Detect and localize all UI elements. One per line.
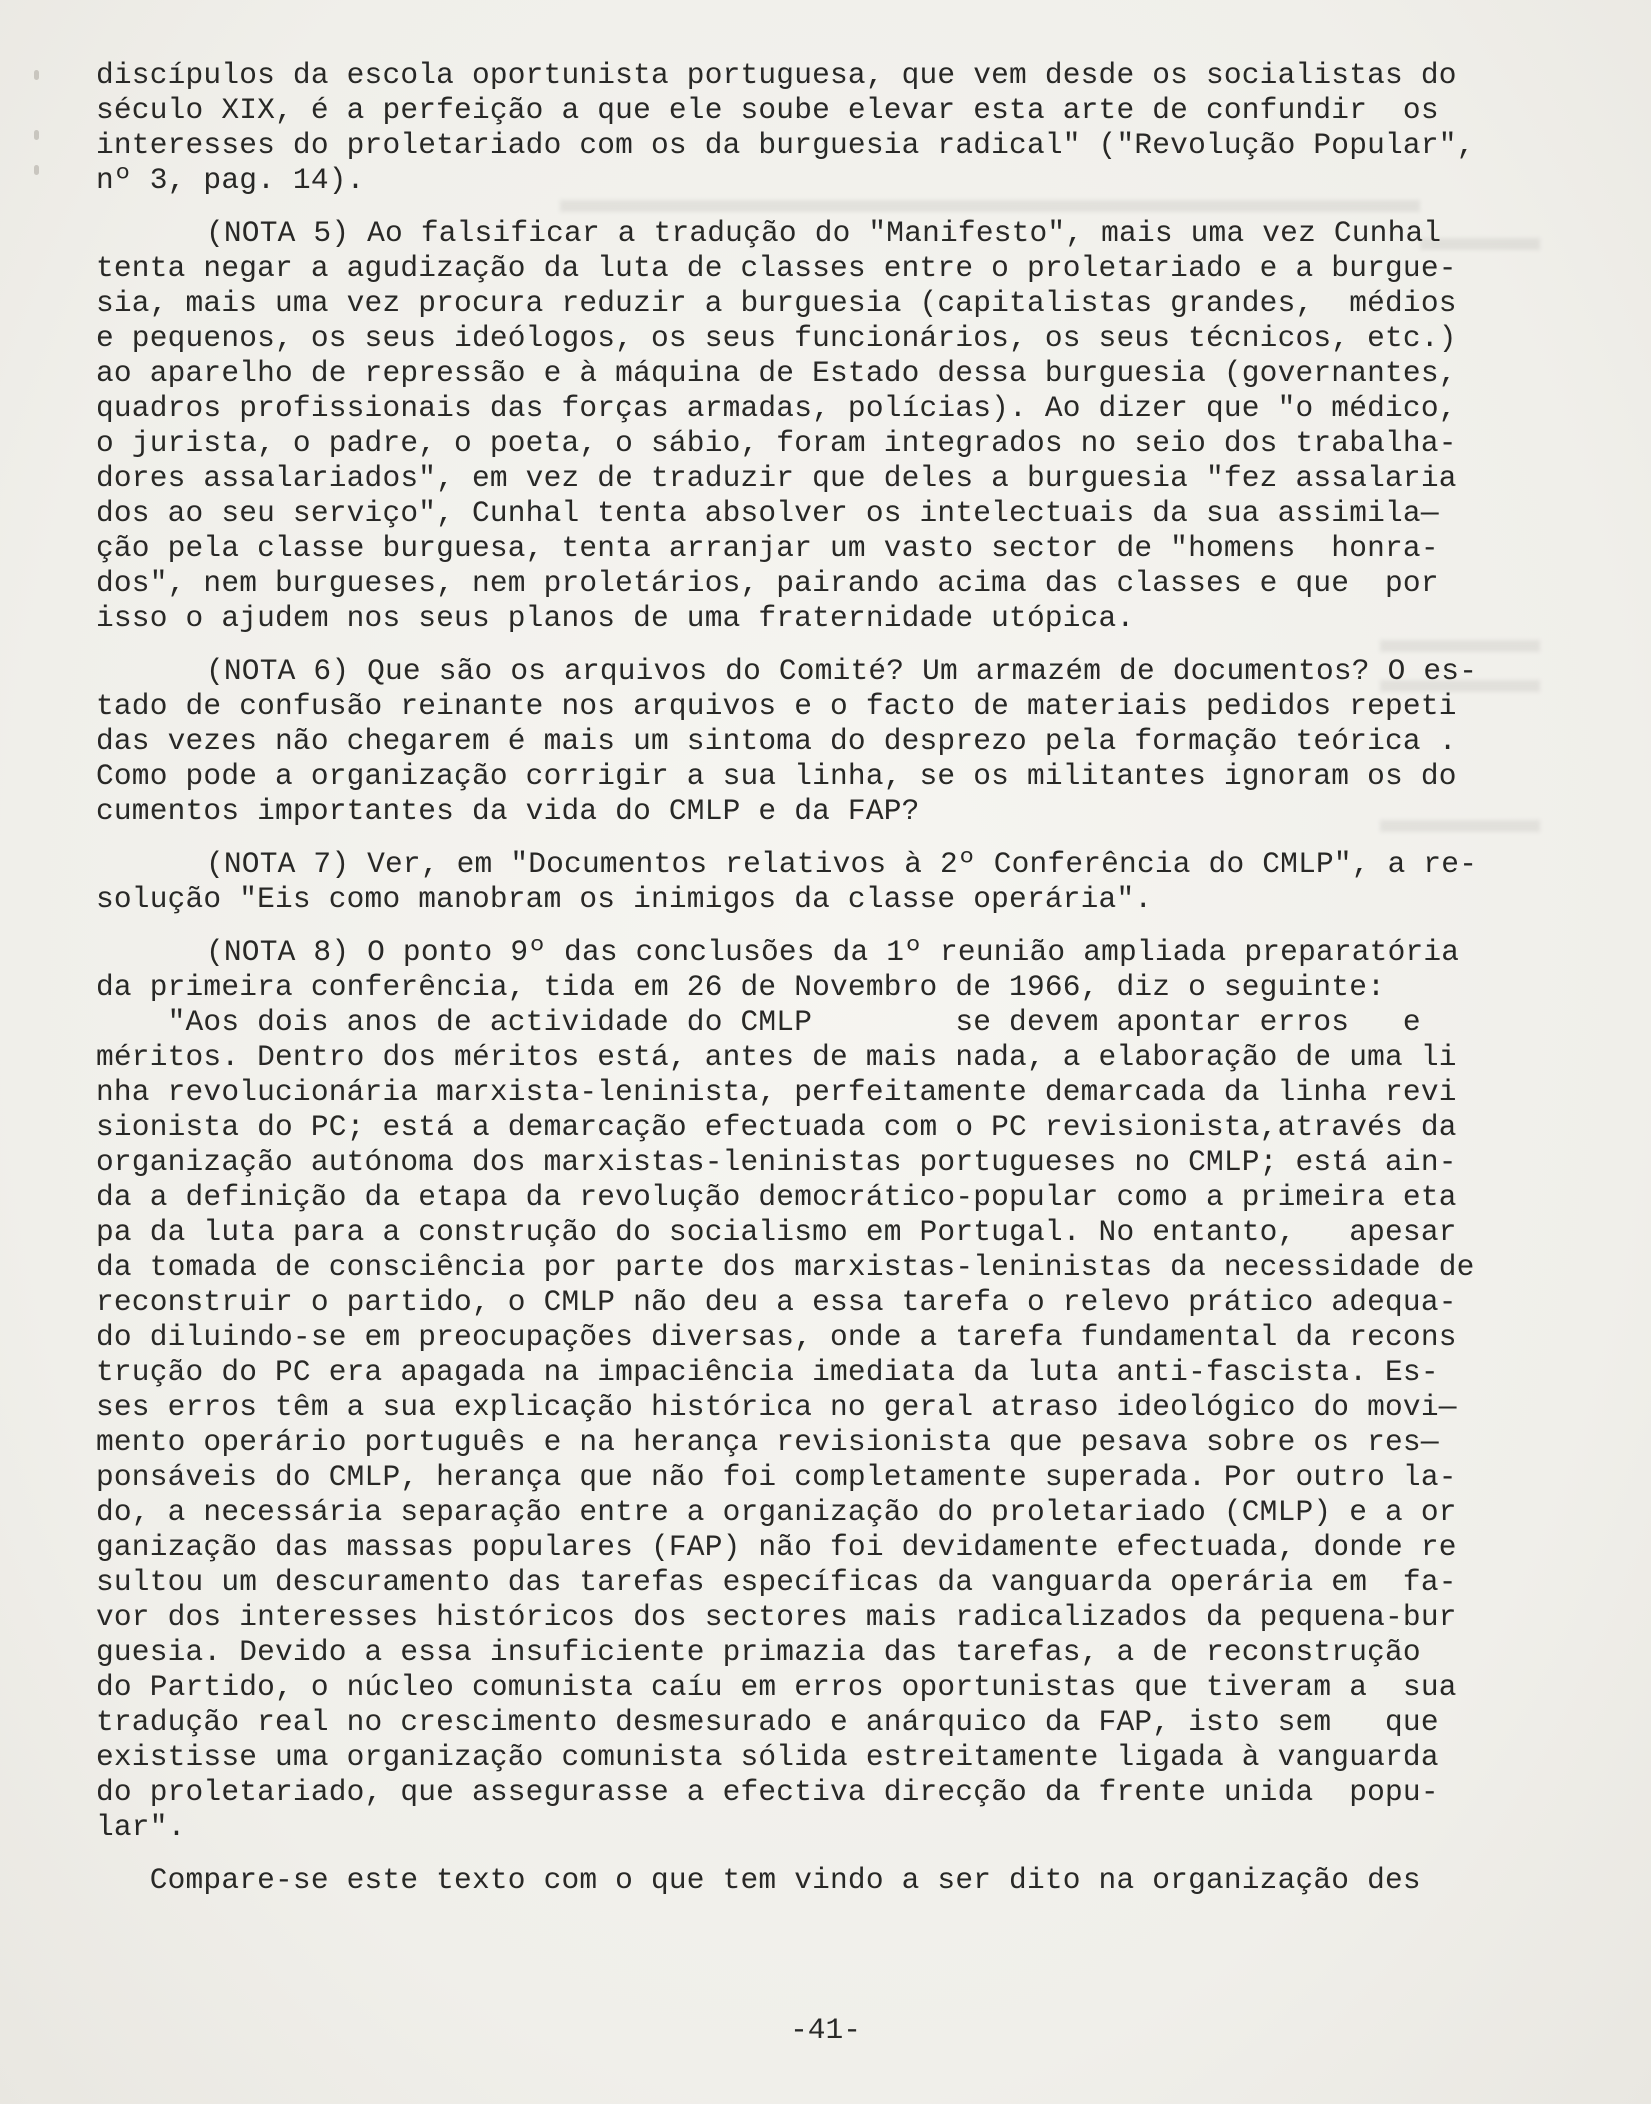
text-line: da primeira conferência, tida em 26 de Novembro de 1966, diz o seguinte: [96, 970, 1386, 1004]
paragraph-spacer [96, 636, 1616, 654]
note-8-paragraph [96, 935, 1616, 1005]
text-line: reconstruir o partido, o CMLP não deu a essa tarefa o relevo prático adequa- [96, 1285, 1457, 1319]
text-line: solução "Eis como manobram os inimigos da classe operária". [96, 882, 1153, 916]
text-line: ao aparelho de repressão e à máquina de Estado dessa burguesia (governantes, [96, 356, 1457, 390]
text-line: discípulos da escola oportunista portuguesa, que vem desde os socialistas do [96, 58, 1457, 92]
text-line: sionista do PC; está a demarcação efectuada com o PC revisionista,através da [96, 1110, 1457, 1144]
page-number: -41- [790, 2013, 861, 2047]
text-line: sultou um descuramento das tarefas específicas da vanguarda operária em fa- [96, 1565, 1457, 1599]
text-line: trução do PC era apagada na impaciência imediata da luta anti-fascista. Es- [96, 1355, 1439, 1389]
text-line: nha revolucionária marxista-leninista, perfeitamente demarcada da linha revi [96, 1075, 1457, 1109]
text-line: (NOTA 6) Que são os arquivos do Comité? Um armazém de documentos? O es- [206, 654, 1478, 688]
text-line: cumentos importantes da vida do CMLP e da FAP? [96, 794, 920, 828]
text-line: ção pela classe burguesa, tenta arranjar um vasto sector de "homens honra- [96, 531, 1439, 565]
text-line: ses erros têm a sua explicação histórica no geral atraso ideológico do movi— [96, 1390, 1457, 1424]
text-line: tradução real no crescimento desmesurado e anárquico da FAP, isto sem que [96, 1705, 1439, 1739]
text-line: dores assalariados", em vez de traduzir que deles a burguesia "fez assalaria [96, 461, 1457, 495]
text-line: tado de confusão reinante nos arquivos e o facto de materiais pedidos repeti [96, 689, 1457, 723]
text-line: interesses do proletariado com os da burguesia radical" ("Revolução Popular", [96, 128, 1475, 162]
paragraph-spacer [96, 917, 1616, 935]
text-line: e pequenos, os seus ideólogos, os seus funcionários, os seus técnicos, etc.) [96, 321, 1457, 355]
text-line: vor dos interesses históricos dos sectores mais radicalizados da pequena-bur [96, 1600, 1457, 1634]
text-line: dos", nem burgueses, nem proletários, pairando acima das classes e que por [96, 566, 1439, 600]
note-6-paragraph [96, 654, 1616, 829]
text-line: pa da luta para a construção do socialismo em Portugal. No entanto, apesar [96, 1215, 1457, 1249]
punch-mark [34, 165, 39, 175]
text-line: da tomada de consciência por parte dos marxistas-leninistas da necessidade de [96, 1250, 1475, 1284]
text-line: Compare-se este texto com o que tem vindo a ser dito na organização des [96, 1863, 1421, 1897]
text-line: (NOTA 7) Ver, em "Documentos relativos à 2º Conferência do CMLP", a re- [206, 847, 1478, 881]
text-line: quadros profissionais das forças armadas, polícias). Ao dizer que "o médico, [96, 391, 1457, 425]
paragraph-spacer [96, 198, 1616, 216]
note-5-paragraph [96, 216, 1616, 636]
text-line: existisse uma organização comunista sólida estreitamente ligada à vanguarda [96, 1740, 1439, 1774]
text-line: ponsáveis do CMLP, herança que não foi completamente superada. Por outro la- [96, 1460, 1457, 1494]
paragraph-spacer [96, 1845, 1616, 1863]
quoted-conclusion [96, 1005, 1616, 1845]
text-line: dos ao seu serviço", Cunhal tenta absolver os intelectuais da sua assimila— [96, 496, 1439, 530]
text-line: Como pode a organização corrigir a sua linha, se os militantes ignoram os do [96, 759, 1457, 793]
text-line: lar". [96, 1810, 186, 1844]
text-line: organização autónoma dos marxistas-leninistas portugueses no CMLP; está ain- [96, 1145, 1457, 1179]
typed-text-body [96, 58, 1616, 1898]
text-line: méritos. Dentro dos méritos está, antes de mais nada, a elaboração de uma li [96, 1040, 1457, 1074]
text-line: do diluindo-se em preocupações diversas, onde a tarefa fundamental da recons [96, 1320, 1457, 1354]
text-line: guesia. Devido a essa insuficiente primazia das tarefas, a de reconstrução [96, 1635, 1421, 1669]
paragraph-continuation [96, 58, 1616, 198]
text-line: (NOTA 8) O ponto 9º das conclusões da 1º reunião ampliada preparatória [206, 935, 1460, 969]
note-7-paragraph [96, 847, 1616, 917]
text-line: tenta negar a agudização da luta de classes entre o proletariado e a burgue- [96, 251, 1457, 285]
text-line: século XIX, é a perfeição a que ele soube elevar esta arte de confundir os [96, 93, 1439, 127]
text-line: da a definição da etapa da revolução democrático-popular como a primeira eta [96, 1180, 1457, 1214]
text-line: do Partido, o núcleo comunista caíu em erros oportunistas que tiveram a sua [96, 1670, 1457, 1704]
punch-mark [34, 130, 39, 140]
text-line: ganização das massas populares (FAP) não foi devidamente efectuada, donde re [96, 1530, 1457, 1564]
text-line: mento operário português e na herança revisionista que pesava sobre os res— [96, 1425, 1439, 1459]
text-line: isso o ajudem nos seus planos de uma fraternidade utópica. [96, 601, 1135, 635]
text-line: sia, mais uma vez procura reduzir a burguesia (capitalistas grandes, médios [96, 286, 1457, 320]
text-line: do proletariado, que assegurasse a efectiva direcção da frente unida popu- [96, 1775, 1439, 1809]
text-line: do, a necessária separação entre a organização do proletariado (CMLP) e a or [96, 1495, 1457, 1529]
closing-paragraph [96, 1863, 1616, 1898]
text-line: o jurista, o padre, o poeta, o sábio, foram integrados no seio dos trabalha- [96, 426, 1457, 460]
text-line: (NOTA 5) Ao falsificar a tradução do "Manifesto", mais uma vez Cunhal [206, 216, 1442, 250]
paragraph-spacer [96, 829, 1616, 847]
text-line: "Aos dois anos de actividade do CMLP se devem apontar erros e [96, 1005, 1421, 1039]
punch-mark [34, 70, 39, 80]
text-line: nº 3, pag. 14). [96, 163, 365, 197]
text-line: das vezes não chegarem é mais um sintoma do desprezo pela formação teórica . [96, 724, 1457, 758]
